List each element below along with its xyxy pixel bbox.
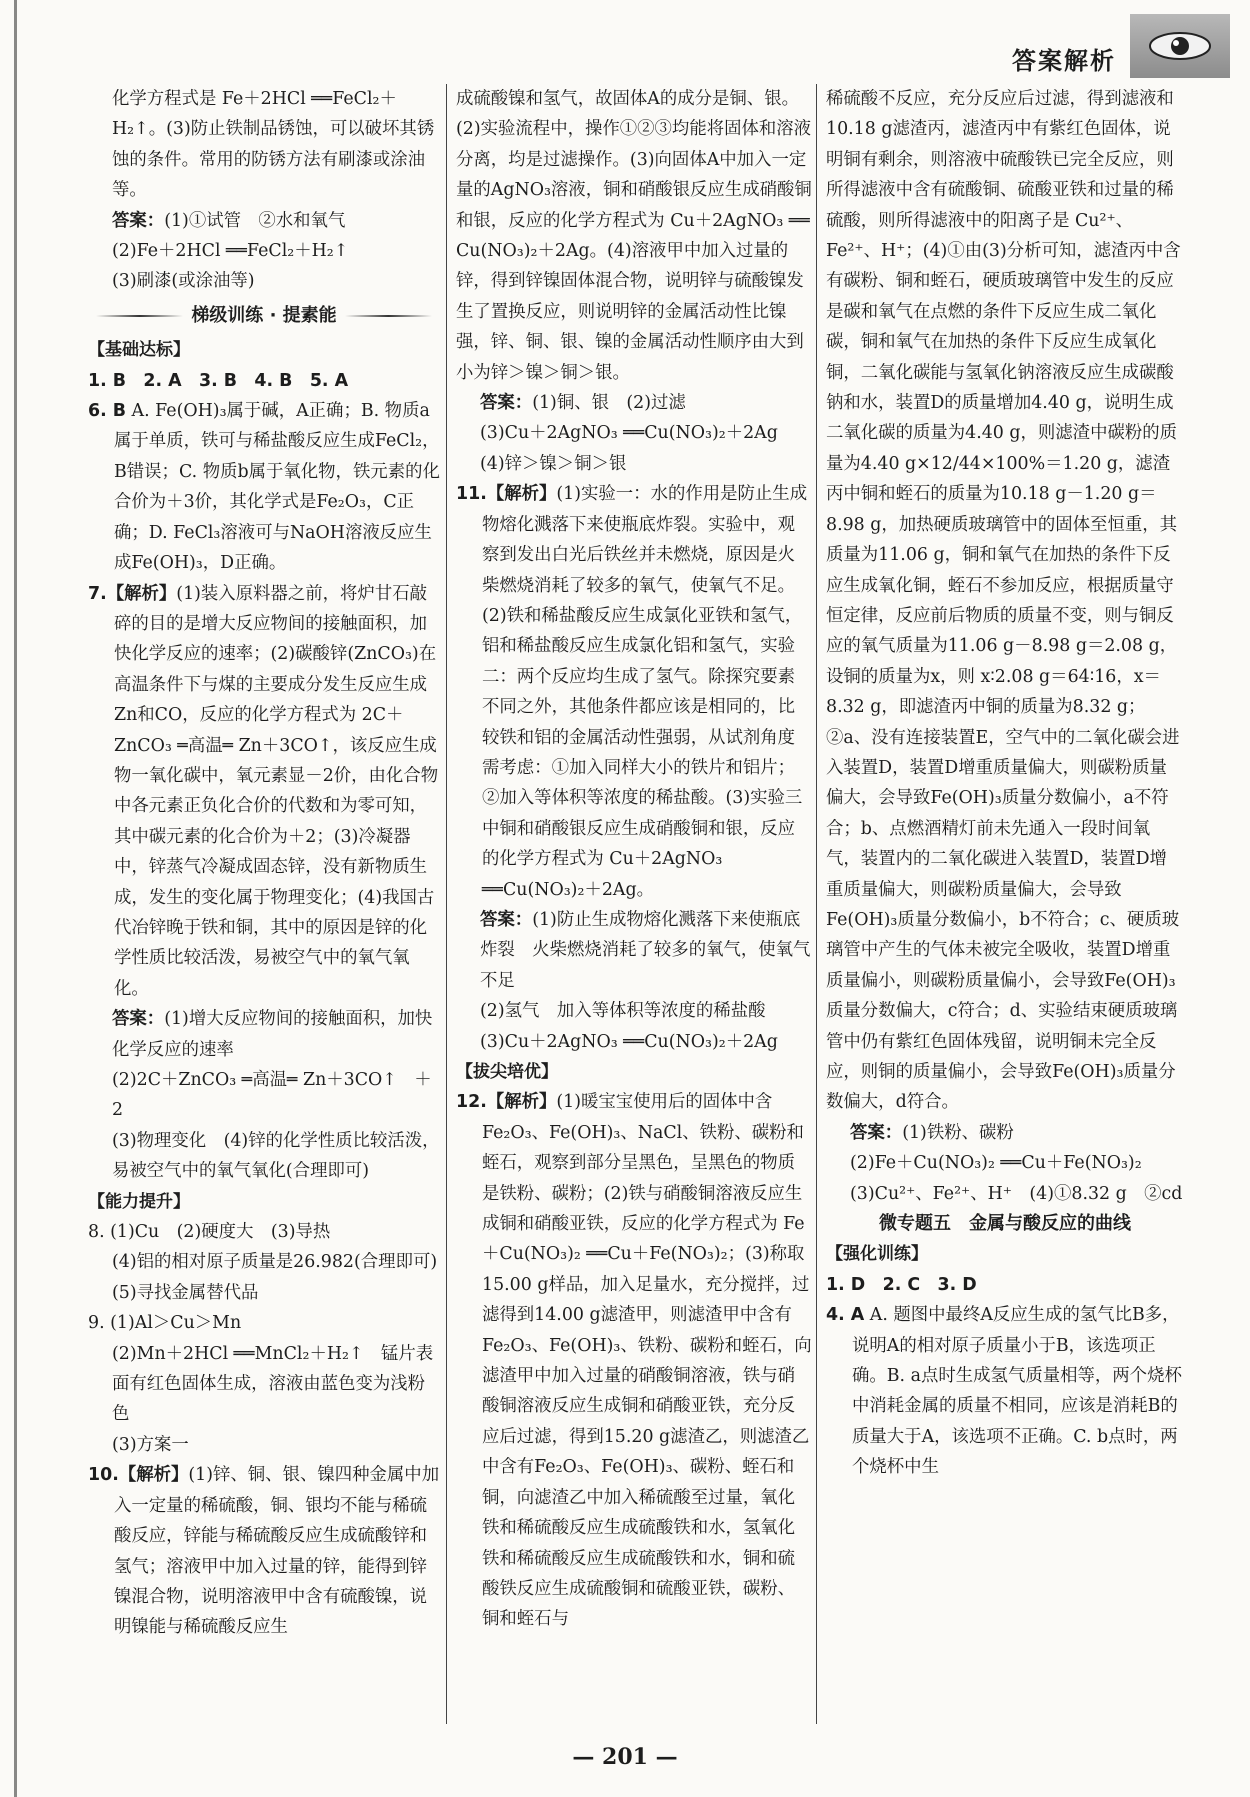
mcq-answers: 1. D 2. C 3. D [826,1274,977,1295]
answer-text: (2)氢气 加入等体积等浓度的稀盐酸 [480,1001,766,1022]
answer-text: (2)Fe＋Cu(NO₃)₂ ══Cu＋Fe(NO₃)₂ [850,1153,1142,1174]
answer-text: (2)2C＋ZnCO₃ ═高温═ Zn＋3CO↑ ＋2 [112,1070,432,1121]
question-explanation: (1)暖宝宝使用后的固体中含Fe₂O₃、Fe(OH)₃、NaCl、铁粉、碳粉和蛭石，观察到部分呈黑色，呈黑色的物质是铁粉、碳粉；(2)铁与硝酸铜溶液反应生成铜和硝酸亚铁，反应的化学方程式为 Fe＋Cu(NO₃)₂ ══Cu＋Fe(NO₃)₂；(3)称取15.00 g样品，加入足量水，充分搅拌，过滤得到14.00 g滤渣甲，则滤渣甲中含有Fe₂O₃、Fe(OH)₃、铁粉、碳粉和蛭石，向滤渣甲中加入过量的硝酸铜溶液，铁与硝酸铜溶液反应生成铜和硝酸亚铁，充分反应后过滤，得到15.20 g滤渣乙，则滤渣乙中含有Fe₂O₃、Fe(OH)₃、碳粉、蛭石和铜，向滤渣乙中加入稀硫酸至过量，氧化铁和稀硫酸反应生成硫酸铁和水，氢氧化铁和稀硫酸反应生成硫酸铁和水，铜和硫酸铁反应生成硫酸铜和硫酸亚铁，碳粉、铜和蛭石与 [482,1092,812,1630]
banner-title: 梯级训练 · 提素能 [191,304,337,326]
answer-label: 答案： [112,210,165,231]
answer-text: (3)Cu²⁺、Fe²⁺、H⁺ (4)①8.32 g ②cd [850,1183,1183,1204]
answer-text: (3)Cu＋2AgNO₃ ══Cu(NO₃)₂＋2Ag [480,1031,778,1052]
answer-text: (2)Mn＋2HCl ══MnCl₂＋H₂↑ 锰片表面有红色固体生成，溶液由蓝色变为浅粉色 [112,1343,434,1425]
question-number: 4. A [826,1305,865,1326]
mcq-answers: 1. B 2. A 3. B 4. B 5. A [88,370,349,391]
answer-text: (1)①试管 ②水和氧气 [164,210,346,231]
paragraph: 稀硫酸不反应，充分反应后过滤，得到滤液和10.18 g滤渣丙，滤渣丙中有紫红色固体，说明铜有剩余，则溶液中硫酸铁已完全反应，则所得滤液中含有硫酸铜、硫酸亚铁和过量的稀硫酸，则所得滤液中的阳离子是 Cu²⁺、Fe²⁺、H⁺；(4)①由(3)分析可知，滤渣丙中含有碳粉、铜和蛭石，硬质玻璃管中发生的反应是碳和氧气在点燃的条件下反应生成二氧化碳，铜和氧气在加热的条件下反应生成氧化铜，二氧化碳能与氢氧化钠溶液反应生成碳酸钠和水，装置D的质量增加4.40 g，说明生成二氧化碳的质量为4.40 g，则滤渣中碳粉的质量为4.40 g×12/44×100%＝1.20 g，滤渣丙中铜和蛭石的质量为10.18 g－1.20 g＝8.98 g，加热硬质玻璃管中的固体至恒重，其质量为11.06 g，铜和氧气在加热的条件下反应生成氧化铜，蛭石不参加反应，根据质量守恒定律，反应前后物质的质量不变，则与铜反应的氧气质量为11.06 g－8.98 g＝2.08 g，设铜的质量为x，则 x∶2.08 g＝64∶16，x＝8.32 g，即滤渣丙中铜的质量为8.32 g；②a、没有连接装置E，空气中的二氧化碳会进入装置D，装置D增重质量偏大，则碳粉质量偏大，会导致Fe(OH)₃质量分数偏小，a不符合；b、点燃酒精灯前未先通入一段时间氧气，装置内的二氧化碳进入装置D，装置D增重质量偏大，则碳粉质量偏大，会导致Fe(OH)₃质量分数偏小，b不符合；c、硬质玻璃管中产生的气体未被完全吸收，装置D增重质量偏小，则碳粉质量偏小，会导致Fe(OH)₃质量分数偏大，c符合；d、实验结束硬质玻璃管中仍有紫红色固体残留，说明铜未完全反应，则铜的质量偏小，会导致Fe(OH)₃质量分数偏大，d符合。 [826,89,1181,1113]
section-heading: 【基础达标】 [88,340,190,361]
header-title: 答案解析 [1012,46,1116,75]
answer-label: 答案： [850,1122,903,1143]
section-heading: 【强化训练】 [826,1244,928,1265]
topic-title: 微专题五 金属与酸反应的曲线 [879,1213,1131,1235]
answer-text: (3)物理变化 (4)锌的化学性质比较活泼，易被空气中的氧气氧化(合理即可) [112,1130,440,1182]
answer-text: (4)锌＞镍＞铜＞银 [480,453,627,474]
answer-label: 答案： [112,1009,165,1030]
column-1 [88,84,440,1643]
answer-text: (3)Cu＋2AgNO₃ ══Cu(NO₃)₂＋2Ag [480,423,778,444]
answer-text: 9. (1)Al＞Cu＞Mn [88,1313,242,1334]
section-heading: 【能力提升】 [88,1191,190,1212]
question-explanation: A. 题图中最终A反应生成的氢气比B多，说明A的相对原子质量小于B，该选项正确。B. a点时生成氢气质量相等，两个烧杯中消耗金属的质量不相同，应该是消耗B的质量大于A，该选项不正确。C. b点时，两个烧杯中生 [852,1305,1182,1478]
section-banner [88,301,440,331]
question-explanation: (1)实验一：水的作用是防止生成物熔化溅落下来使瓶底炸裂。实验中，观察到发出白光后铁丝并未燃烧，原因是火柴燃烧消耗了较多的氧气，使氧气不足。(2)铁和稀盐酸反应生成氯化亚铁和氢气，铝和稀盐酸反应生成氯化铝和氢气，实验二：两个反应均生成了氢气。除探究要素不同之外，其他条件都应该是相同的，比较铁和铝的金属活动性强弱，从试剂角度需考虑：①加入同样大小的铁片和铝片；②加入等体积等浓度的稀盐酸。(3)实验三中铜和硝酸银反应生成硝酸铜和银，反应的化学方程式为 Cu＋2AgNO₃ ══Cu(NO₃)₂＋2Ag。 [482,484,808,900]
answer-text: (1)增大反应物间的接触面积，加快化学反应的速率 [112,1009,433,1060]
answer-text: (1)防止生成物熔化溅落下来使瓶底炸裂 火柴燃烧消耗了较多的氧气，使氧气不足 [480,909,811,991]
page-number: — 201 — [572,1744,678,1770]
question-explanation: A. Fe(OH)₃属于碱，A正确；B. 物质a属于单质，铁可与稀盐酸反应生成FeCl₂，B错误；C. 物质b属于氧化物，铁元素的化合价为＋3价，其化学式是Fe₂O₃，C正确；D. FeCl₃溶液可与NaOH溶液反应生成Fe(OH)₃，D正确。 [114,401,440,574]
page-header [1012,14,1230,78]
section-heading: 【拔尖培优】 [456,1062,558,1082]
eye-logo-icon [1130,14,1230,78]
answer-text: (1)铜、银 (2)过滤 [532,393,686,414]
question-number: 12.【解析】 [456,1092,557,1113]
answer-text: (3)方案一 [112,1434,189,1455]
answer-text: (3)刷漆(或涂油等) [112,271,255,292]
question-number: 10.【解析】 [88,1465,189,1486]
book-spine-line [14,0,17,1797]
question-explanation: (1)锌、铜、银、镍四种金属中加入一定量的稀硫酸，铜、银均不能与稀硫酸反应，锌能与稀硫酸反应生成硫酸锌和氢气；溶液甲中加入过量的锌，能得到锌镍混合物，说明溶液甲中含有硫酸镍，说明镍能与稀硫酸反应生 [114,1465,440,1638]
answer-text: (1)铁粉、碳粉 [902,1122,1014,1143]
answer-text: (5)寻找金属替代品 [112,1282,259,1303]
question-number: 6. B [88,401,127,422]
answer-text: (2)Fe＋2HCl ══FeCl₂＋H₂↑ [112,241,349,262]
question-explanation: (1)装入原料器之前，将炉甘石敲碎的目的是增大反应物间的接触面积，加快化学反应的速率；(2)碳酸锌(ZnCO₃)在高温条件下与煤的主要成分发生反应生成Zn和CO，反应的化学方程式为 2C＋ZnCO₃ ═高温═ Zn＋3CO↑，该反应生成物一氧化碳中，氧元素显－2价，由化合物中各元素正负化合价的代数和为零可知，其中碳元素的化合价为＋2；(3)冷凝器中，锌蒸气冷凝成固态锌，没有新物质生成，发生的变化属于物理变化；(4)我国古代冶锌晚于铁和铜，其中的原因是锌的化学性质比较活泼，易被空气中的氧气氧化。 [114,583,439,999]
column-divider [816,84,817,1724]
answer-label: 答案： [480,393,533,414]
paragraph: 成硫酸镍和氢气，故固体A的成分是铜、银。(2)实验流程中，操作①②③均能将固体和溶液分离，均是过滤操作。(3)向固体A中加入一定量的AgNO₃溶液，铜和硝酸银反应生成硝酸铜和银，反应的化学方程式为 Cu＋2AgNO₃ ══ Cu(NO₃)₂＋2Ag。(4)溶液甲中加入过量的锌，得到锌镍固体混合物，说明锌与硫酸镍发生了置换反应，则说明锌的金属活动性比镍强，锌、铜、银、镍的金属活动性顺序由大到小为锌＞镍＞铜＞银。 [456,89,812,383]
question-number: 7.【解析】 [88,583,177,604]
answer-text: 8. (1)Cu (2)硬度大 (3)导热 [88,1222,331,1243]
column-divider [446,84,447,1724]
answer-text: (4)铝的相对原子质量是26.982(合理即可) [112,1252,438,1273]
answer-label: 答案： [480,909,533,930]
paragraph: 化学方程式是 Fe＋2HCl ══FeCl₂＋H₂↑。(3)防止铁制品锈蚀，可以破坏其锈蚀的条件。常用的防锈方法有刷漆或涂油等。 [112,89,435,201]
column-2 [456,84,812,1635]
question-number: 11.【解析】 [456,484,557,505]
column-3 [826,84,1184,1483]
